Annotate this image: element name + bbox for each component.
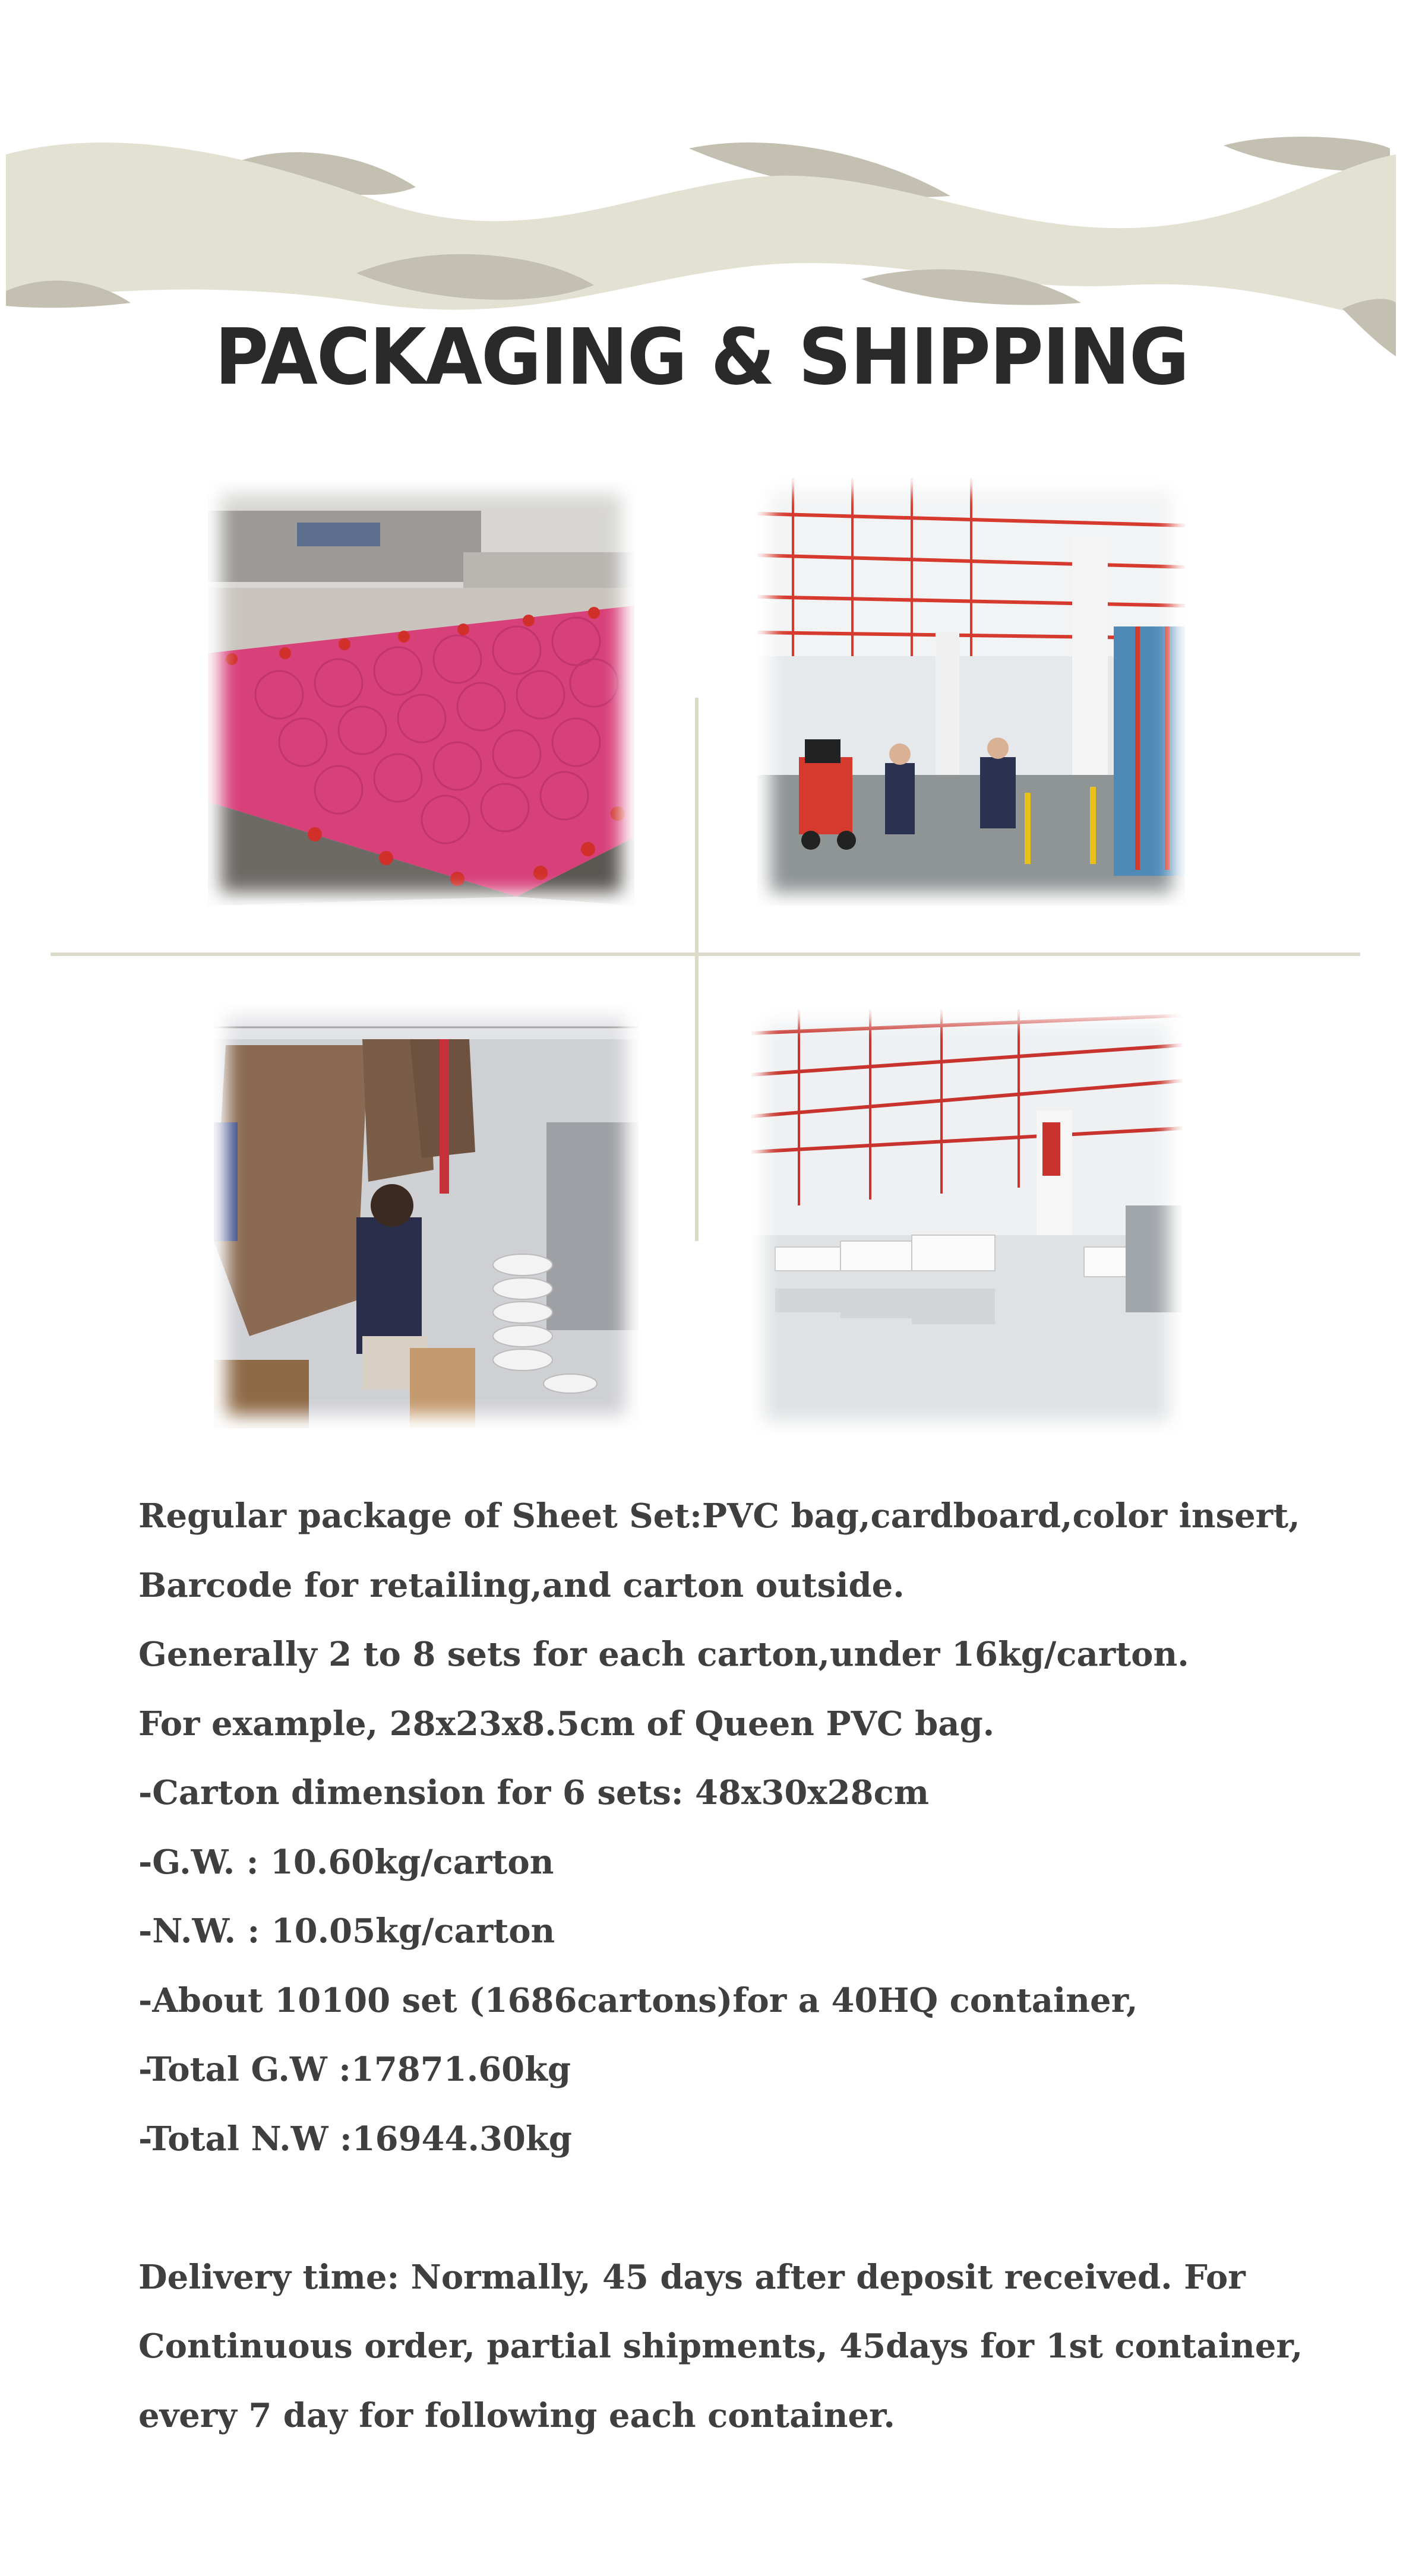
factory-floor-photo [751, 1009, 1182, 1434]
warehouse-forklift-photo [757, 478, 1185, 906]
detail-line: Regular package of Sheet Set:PVC bag,cardboard,color insert, [138, 1496, 1300, 1536]
delivery-line: every 7 day for following each container. [138, 2395, 895, 2435]
detail-line: -N.W. : 10.05kg/carton [138, 1912, 555, 1951]
detail-line: Barcode for retailing,and carton outside. [138, 1565, 905, 1605]
detail-line: Generally 2 to 8 sets for each carton,under 16kg/carton. [138, 1635, 1189, 1674]
packaging-details [138, 1482, 1326, 2450]
vertical-divider [695, 698, 699, 1241]
worker-packing-photo [214, 1004, 639, 1428]
page-title: PACKAGING & SHIPPING [214, 312, 1189, 403]
detail-line: -Carton dimension for 6 sets: 48x30x28cm [138, 1773, 929, 1812]
paragraph-gap [138, 2173, 1326, 2243]
horizontal-divider [50, 952, 1360, 956]
delivery-line: Delivery time: Normally, 45 days after deposit received. For [138, 2257, 1246, 2297]
delivery-line: Continuous order, partial shipments, 45days for 1st container, [138, 2327, 1303, 2366]
quilting-machine-photo [208, 481, 634, 906]
detail-line: -Total N.W :16944.30kg [138, 2119, 572, 2159]
detail-line: -G.W. : 10.60kg/carton [138, 1842, 554, 1882]
detail-line: For example, 28x23x8.5cm of Queen PVC bag. [138, 1704, 995, 1743]
detail-line: -About 10100 set (1686cartons)for a 40HQ container, [138, 1980, 1138, 2020]
detail-line: -Total G.W :17871.60kg [138, 2050, 571, 2089]
